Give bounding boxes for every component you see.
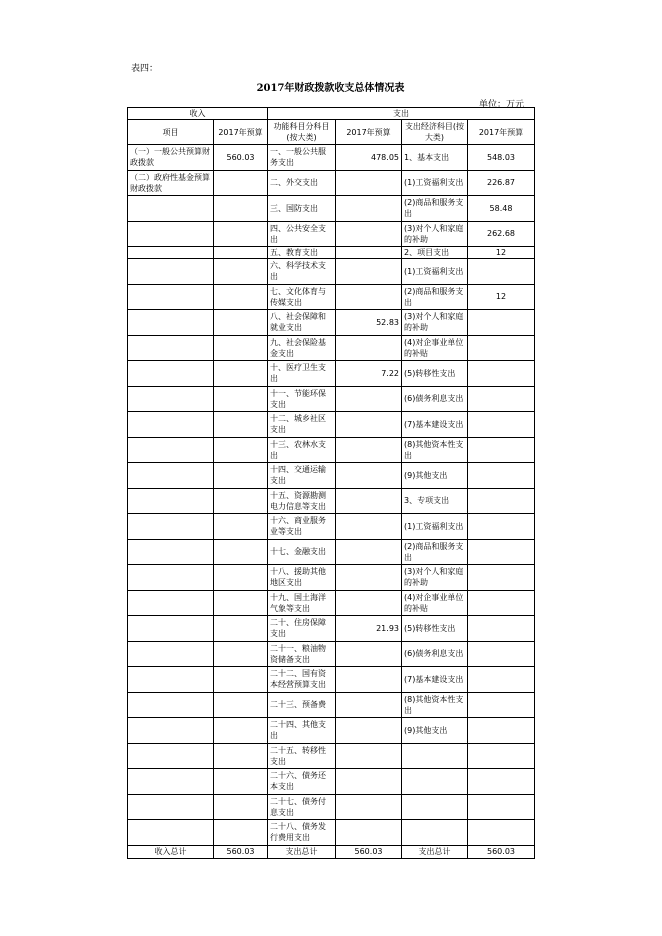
table-row — [128, 259, 535, 285]
unit-label: 单位：万元 — [478, 100, 524, 110]
econ-item-cell: (3)对个人和家庭的补助 — [402, 221, 468, 247]
econ-item-cell: (2)商品和服务支出 — [402, 196, 468, 222]
income-total-label: 收入总计 — [128, 845, 214, 858]
income-value-cell — [214, 769, 268, 795]
income-item-cell — [128, 514, 214, 540]
econ-item-cell: (4)对企事业单位的补贴 — [402, 590, 468, 616]
income-value-cell — [214, 743, 268, 769]
income-total-value: 560.03 — [214, 845, 268, 858]
income-item-cell — [128, 667, 214, 693]
econ-item-cell: (5)转移性支出 — [402, 361, 468, 387]
econ-item-cell: (1)工资福利支出 — [402, 170, 468, 196]
econ-value-cell — [468, 590, 535, 616]
func-item-cell: 二十七、债务付息支出 — [268, 794, 336, 820]
econ-class-header: 支出经济科目(按大类) — [402, 120, 468, 145]
table-row — [128, 539, 535, 565]
table-row — [128, 284, 535, 310]
income-item-cell — [128, 221, 214, 247]
func-value-cell — [336, 412, 402, 438]
econ-item-cell — [402, 820, 468, 846]
income-item-cell — [128, 437, 214, 463]
func-value-cell — [336, 221, 402, 247]
func-item-cell: 八、社会保障和就业支出 — [268, 310, 336, 336]
table-row — [128, 221, 535, 247]
func-value-cell — [336, 718, 402, 744]
income-value-cell — [214, 641, 268, 667]
income-value-cell — [214, 221, 268, 247]
econ-item-cell — [402, 743, 468, 769]
func-item-cell: 十三、农林水支出 — [268, 437, 336, 463]
item-header: 项目 — [128, 120, 214, 145]
header-row-top — [128, 108, 535, 120]
econ-item-cell — [402, 769, 468, 795]
econ-value-cell — [468, 820, 535, 846]
func-item-cell: 二、外交支出 — [268, 170, 336, 196]
income-item-cell — [128, 590, 214, 616]
func-item-cell: 十、医疗卫生支出 — [268, 361, 336, 387]
func-value-cell: 21.93 — [336, 616, 402, 642]
econ-item-cell: (2)商品和服务支出 — [402, 284, 468, 310]
func-item-cell: 三、国防支出 — [268, 196, 336, 222]
econ-item-cell: (1)工资福利支出 — [402, 259, 468, 285]
table-row — [128, 616, 535, 642]
income-item-cell — [128, 565, 214, 591]
income-item-cell — [128, 386, 214, 412]
func-value-cell — [336, 386, 402, 412]
table-row — [128, 247, 535, 259]
income-item-cell — [128, 718, 214, 744]
table-row — [128, 488, 535, 514]
func-item-cell: 十七、金融支出 — [268, 539, 336, 565]
table-row — [128, 565, 535, 591]
income-item-cell — [128, 196, 214, 222]
table-row — [128, 718, 535, 744]
econ-total-label: 支出总计 — [402, 845, 468, 858]
func-value-cell — [336, 247, 402, 259]
econ-value-cell — [468, 769, 535, 795]
func-value-cell — [336, 488, 402, 514]
econ-item-cell: (6)债务利息支出 — [402, 386, 468, 412]
econ-value-cell — [468, 667, 535, 693]
income-item-cell — [128, 284, 214, 310]
budget-header-func: 2017年预算 — [336, 120, 402, 145]
func-class-header: 功能科目分科目(按大类) — [268, 120, 336, 145]
econ-item-cell: (8)其他资本性支出 — [402, 437, 468, 463]
econ-value-cell — [468, 794, 535, 820]
func-value-cell — [336, 539, 402, 565]
econ-value-cell — [468, 692, 535, 718]
func-item-cell: 二十五、转移性支出 — [268, 743, 336, 769]
func-item-cell: 二十六、债务还本支出 — [268, 769, 336, 795]
econ-value-cell: 262.68 — [468, 221, 535, 247]
income-item-cell — [128, 769, 214, 795]
func-value-cell — [336, 769, 402, 795]
func-item-cell: 四、公共安全支出 — [268, 221, 336, 247]
income-value-cell — [214, 247, 268, 259]
econ-item-cell: (4)对企事业单位的补贴 — [402, 335, 468, 361]
income-value-cell — [214, 616, 268, 642]
econ-total-value: 560.03 — [468, 845, 535, 858]
income-value-cell — [214, 667, 268, 693]
func-item-cell: 二十、住房保障支出 — [268, 616, 336, 642]
econ-value-cell: 58.48 — [468, 196, 535, 222]
func-value-cell — [336, 692, 402, 718]
func-value-cell — [336, 565, 402, 591]
econ-item-cell: (1)工资福利支出 — [402, 514, 468, 540]
func-item-cell: 六、科学技术支出 — [268, 259, 336, 285]
econ-item-cell: (5)转移性支出 — [402, 616, 468, 642]
func-value-cell — [336, 641, 402, 667]
econ-value-cell — [468, 361, 535, 387]
table-row — [128, 310, 535, 336]
income-item-cell — [128, 361, 214, 387]
econ-item-cell — [402, 794, 468, 820]
income-value-cell — [214, 692, 268, 718]
econ-value-cell: 12 — [468, 247, 535, 259]
table-row — [128, 590, 535, 616]
econ-value-cell — [468, 259, 535, 285]
econ-item-cell: 2、项目支出 — [402, 247, 468, 259]
budget-header-econ: 2017年预算 — [468, 120, 535, 145]
econ-item-cell: 3、专项支出 — [402, 488, 468, 514]
table-label: 表四： — [131, 64, 159, 74]
func-value-cell — [336, 284, 402, 310]
table-row — [128, 412, 535, 438]
econ-value-cell — [468, 514, 535, 540]
table-row — [128, 743, 535, 769]
table-row — [128, 641, 535, 667]
expenditure-header: 支出 — [268, 108, 535, 120]
econ-value-cell — [468, 565, 535, 591]
econ-item-cell: (7)基本建设支出 — [402, 412, 468, 438]
func-total-label: 支出总计 — [268, 845, 336, 858]
econ-value-cell — [468, 488, 535, 514]
econ-value-cell — [468, 463, 535, 489]
func-item-cell: 十八、援助其他地区支出 — [268, 565, 336, 591]
income-value-cell — [214, 590, 268, 616]
income-value-cell — [214, 284, 268, 310]
budget-header-income: 2017年预算 — [214, 120, 268, 145]
income-item-cell — [128, 463, 214, 489]
table-row — [128, 667, 535, 693]
income-value-cell — [214, 794, 268, 820]
income-value-cell — [214, 335, 268, 361]
econ-item-cell: 1、基本支出 — [402, 145, 468, 171]
func-item-cell: 二十八、债务发行费用支出 — [268, 820, 336, 846]
econ-item-cell: (8)其他资本性支出 — [402, 692, 468, 718]
econ-value-cell — [468, 743, 535, 769]
econ-item-cell: (6)债务利息支出 — [402, 641, 468, 667]
func-value-cell — [336, 463, 402, 489]
func-item-cell: 十四、交通运输支出 — [268, 463, 336, 489]
page-title: 2017年财政拨款收支总体情况表 — [256, 83, 405, 94]
func-value-cell — [336, 743, 402, 769]
income-value-cell — [214, 565, 268, 591]
func-value-cell — [336, 437, 402, 463]
income-value-cell: 560.03 — [214, 145, 268, 171]
econ-value-cell — [468, 437, 535, 463]
table-row — [128, 820, 535, 846]
func-value-cell — [336, 335, 402, 361]
income-item-cell — [128, 794, 214, 820]
func-value-cell — [336, 196, 402, 222]
income-value-cell — [214, 412, 268, 438]
table-row — [128, 769, 535, 795]
income-value-cell — [214, 386, 268, 412]
econ-value-cell — [468, 412, 535, 438]
income-item-cell — [128, 820, 214, 846]
func-value-cell: 7.22 — [336, 361, 402, 387]
func-item-cell: 一、一般公共服务支出 — [268, 145, 336, 171]
table-row — [128, 335, 535, 361]
func-value-cell — [336, 590, 402, 616]
table-row — [128, 463, 535, 489]
table-row — [128, 170, 535, 196]
econ-value-cell: 548.03 — [468, 145, 535, 171]
income-value-cell — [214, 196, 268, 222]
func-item-cell: 二十四、其他支出 — [268, 718, 336, 744]
income-value-cell — [214, 820, 268, 846]
income-value-cell — [214, 718, 268, 744]
econ-item-cell: (9)其他支出 — [402, 718, 468, 744]
econ-item-cell: (7)基本建设支出 — [402, 667, 468, 693]
income-item-cell — [128, 641, 214, 667]
income-header: 收入 — [128, 108, 268, 120]
func-value-cell — [336, 514, 402, 540]
func-item-cell: 七、文化体育与传媒支出 — [268, 284, 336, 310]
econ-value-cell — [468, 310, 535, 336]
budget-table — [127, 107, 535, 859]
totals-row — [128, 845, 535, 858]
func-item-cell: 九、社会保险基金支出 — [268, 335, 336, 361]
func-value-cell — [336, 794, 402, 820]
income-value-cell — [214, 437, 268, 463]
table-row — [128, 361, 535, 387]
econ-item-cell: (9)其他支出 — [402, 463, 468, 489]
income-value-cell — [214, 488, 268, 514]
income-item-cell — [128, 310, 214, 336]
income-item-cell — [128, 616, 214, 642]
func-value-cell — [336, 259, 402, 285]
econ-value-cell — [468, 386, 535, 412]
func-total-value: 560.03 — [336, 845, 402, 858]
econ-value-cell — [468, 718, 535, 744]
income-item-cell: （二）政府性基金预算财政拨款 — [128, 170, 214, 196]
income-value-cell — [214, 514, 268, 540]
func-item-cell: 十九、国土海洋气象等支出 — [268, 590, 336, 616]
table-row — [128, 386, 535, 412]
func-item-cell: 十五、资源勘测电力信息等支出 — [268, 488, 336, 514]
func-value-cell: 52.83 — [336, 310, 402, 336]
income-item-cell — [128, 488, 214, 514]
income-value-cell — [214, 170, 268, 196]
econ-value-cell — [468, 616, 535, 642]
income-item-cell — [128, 692, 214, 718]
income-item-cell — [128, 539, 214, 565]
income-value-cell — [214, 463, 268, 489]
table-row — [128, 196, 535, 222]
income-value-cell — [214, 259, 268, 285]
func-value-cell — [336, 170, 402, 196]
table-row — [128, 514, 535, 540]
econ-item-cell: (2)商品和服务支出 — [402, 539, 468, 565]
econ-value-cell: 226.87 — [468, 170, 535, 196]
func-item-cell: 二十三、预备费 — [268, 692, 336, 718]
header-row-sub — [128, 120, 535, 145]
income-item-cell — [128, 335, 214, 361]
econ-value-cell: 12 — [468, 284, 535, 310]
income-value-cell — [214, 310, 268, 336]
func-value-cell — [336, 667, 402, 693]
table-row — [128, 437, 535, 463]
econ-value-cell — [468, 539, 535, 565]
econ-value-cell — [468, 641, 535, 667]
func-item-cell: 十六、商业服务业等支出 — [268, 514, 336, 540]
func-value-cell: 478.05 — [336, 145, 402, 171]
func-item-cell: 十一、节能环保支出 — [268, 386, 336, 412]
income-item-cell — [128, 743, 214, 769]
econ-item-cell: (3)对个人和家庭的补助 — [402, 310, 468, 336]
econ-value-cell — [468, 335, 535, 361]
econ-item-cell: (3)对个人和家庭的补助 — [402, 565, 468, 591]
income-item-cell — [128, 259, 214, 285]
income-value-cell — [214, 539, 268, 565]
income-item-cell: （一）一般公共预算财政拨款 — [128, 145, 214, 171]
table-row — [128, 145, 535, 171]
func-item-cell: 二十二、国有资本经营预算支出 — [268, 667, 336, 693]
func-item-cell: 二十一、粮油物资储备支出 — [268, 641, 336, 667]
func-item-cell: 十二、城乡社区支出 — [268, 412, 336, 438]
income-value-cell — [214, 361, 268, 387]
table-row — [128, 794, 535, 820]
income-item-cell — [128, 247, 214, 259]
table-row — [128, 692, 535, 718]
income-item-cell — [128, 412, 214, 438]
func-value-cell — [336, 820, 402, 846]
func-item-cell: 五、教育支出 — [268, 247, 336, 259]
